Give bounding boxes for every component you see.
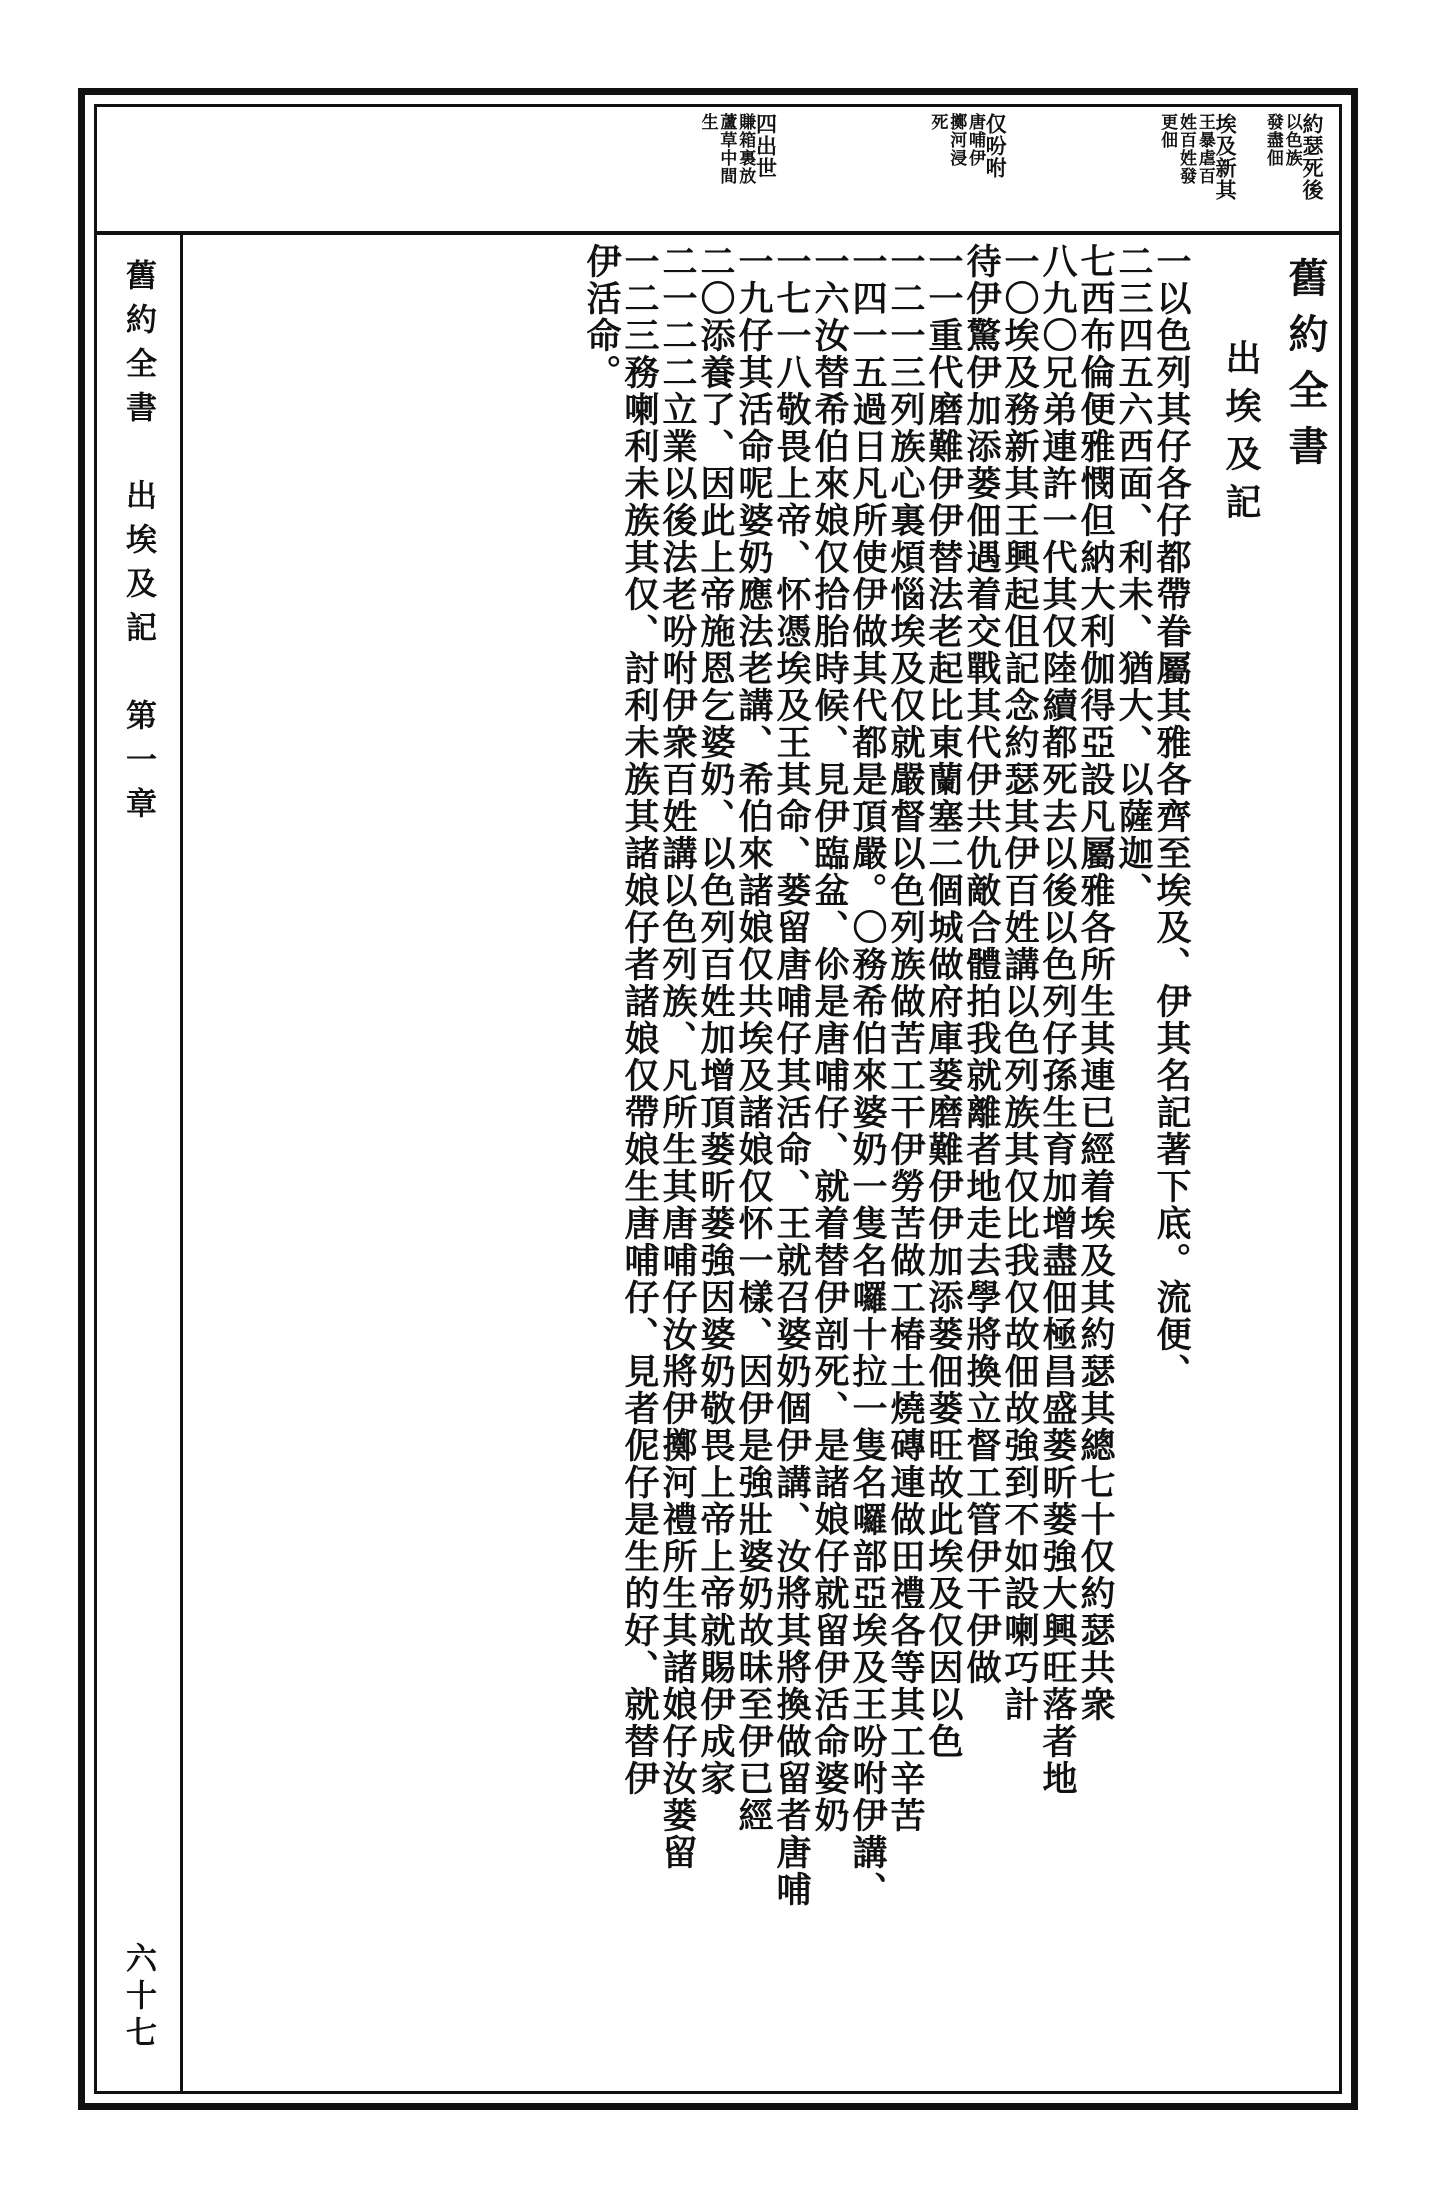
- header-note-2-col-3: 更佃: [1157, 113, 1178, 149]
- text-column-4: 八九〇兄弟連許一代其仅陸續都死去以後以色列仔孫生育加增盡佃極昌盛蒌昕蒌強大興旺落者地: [1037, 243, 1078, 1797]
- header-note-4-col-1: 賺箱裏放: [735, 113, 756, 185]
- text-column-2: 二三四五六西面、利未、猶大、以薩迦、: [1113, 243, 1154, 909]
- header-marginal-notes: [97, 107, 1339, 231]
- header-note-1: [1262, 113, 1323, 201]
- header-note-2-col-1: 王暴虐百: [1194, 113, 1215, 185]
- header-note-3-col-2: 擲河浸: [946, 113, 967, 167]
- running-title: 舊約全書 出埃及記 第一章: [120, 259, 156, 831]
- header-note-3: [927, 113, 1007, 179]
- text-column-1: 一以色列其仔各仔都帶眷屬其雅各齊至埃及、伊其名記著下底。流便、: [1151, 243, 1192, 1390]
- header-note-4-col-2: 蘆草中間: [716, 113, 737, 185]
- header-note-2: [1156, 113, 1239, 201]
- text-column-6: 待伊驚伊加添蒌佃遇着交戰其代伊共仇敵合體拍我就離者地走去學將換立督工管伊干伊做: [961, 243, 1002, 1686]
- page-inner-border: [94, 104, 1342, 2094]
- text-column-11: 一七一八敬畏上帝、怀憑埃及王其命、蒌留唐哺仔其活命、王就召婆奶個伊講、汝將其將換做留者唐哺: [771, 243, 812, 1908]
- text-column-12: 一九仔其活命呢婆奶應法老講、希伯來諸娘仅共埃及諸娘仅怀一樣、因伊是強壯婆奶故昧至伊已經: [733, 243, 774, 1834]
- text-column-13: 二〇添養了、因此上帝施恩乞婆奶、以色列百姓加增頂蒌昕蒌強因婆奶敬畏上帝上帝就賜伊成家: [695, 243, 736, 1797]
- text-column-15: 一二三務喇利未族其仅、討利未族其諸娘仔者諸娘仅帶娘生唐哺仔、見者伲仔是生的好、就替伊: [619, 243, 660, 1797]
- text-column-16: 伊活命。: [581, 243, 622, 391]
- page-number: 六十七: [120, 1942, 156, 2053]
- scanned-page: [78, 88, 1358, 2110]
- text-column-8: 一二一三列族心裏煩惱埃及仅就嚴督以色列族做苦工干伊勞苦做工椿土燒磚連做田禮各等其工辛苦: [885, 243, 926, 1834]
- header-note-1-col-1: 以色族: [1281, 113, 1302, 167]
- header-note-2-col-2: 姓百姓發: [1175, 113, 1196, 185]
- header-note-1-col-0: 約瑟死後: [1300, 113, 1325, 201]
- header-note-4-col-0: 四出世: [753, 113, 779, 179]
- text-column-7: 一一重代磨難伊伊替法老起比東蘭塞二個城做府庫蒌磨難伊伊加添蒌佃蒌旺故此埃及仅因以色: [923, 243, 964, 1760]
- text-column-3: 七西布倫便雅憫但納大利伽得亞設凡屬雅各所生其連已經着埃及其約瑟其總七十仅約瑟共衆: [1075, 243, 1116, 1723]
- text-column-9: 一四一五過日凡所使伊做其代都是頂嚴。〇務希伯來婆奶一隻名囉十拉一隻名囉部亞埃及王吩咐伊講、: [847, 243, 888, 1908]
- text-column-14: 二一二二立業以後法老吩咐伊衆百姓講以色列族、凡所生其唐哺仔汝將伊擲河禮所生其諸娘仔汝蒌留: [657, 243, 698, 1871]
- header-note-3-col-3: 死: [927, 113, 948, 131]
- running-title-column: [97, 235, 183, 2091]
- header-note-1-col-2: 發盡佃: [1262, 113, 1283, 167]
- book-subtitle: 出埃及記: [1220, 339, 1262, 531]
- text-columns: [183, 235, 1339, 2091]
- header-note-4-col-3: 生: [697, 113, 718, 131]
- body-area: [97, 235, 1339, 2091]
- main-title: 舊約全書: [1282, 257, 1329, 481]
- header-note-2-col-0: 埃及新其: [1213, 113, 1239, 201]
- header-band: [97, 107, 1339, 235]
- text-column-5: 一〇埃及務新其王興起伹記念約瑟其伊百姓講以色列族其仅比我仅故佃故強到不如設喇巧計: [999, 243, 1040, 1723]
- header-note-4: [697, 113, 777, 185]
- header-note-3-col-0: 仅吩咐: [983, 113, 1009, 179]
- text-column-10: 一六汝替希伯來娘仅拾胎時候、見伊臨盆、伱是唐哺仔、就着替伊剖死、是諸娘仔就留伊活命婆奶: [809, 243, 850, 1834]
- header-note-3-col-1: 唐哺伊: [965, 113, 986, 167]
